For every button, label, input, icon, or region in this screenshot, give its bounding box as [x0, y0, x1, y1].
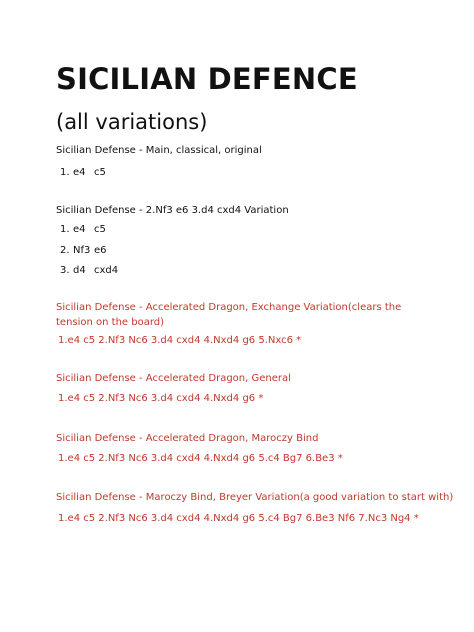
move-white: e4 [73, 224, 86, 235]
move-line: 1.e4 c5 2.Nf3 Nc6 3.d4 cxd4 4.Nxd4 g6 5.Nxc6 * [58, 335, 302, 346]
move-white: d4 [73, 265, 86, 276]
move-white: e4 [73, 167, 86, 178]
move-number: 2. [60, 245, 70, 256]
move-black: cxd4 [94, 265, 119, 276]
move-black: e6 [94, 245, 107, 256]
page-subtitle: (all variations) [56, 110, 208, 134]
page-title: SICILIAN DEFENCE [56, 62, 358, 96]
move-number: 1. [60, 224, 70, 235]
move-black: c5 [94, 224, 106, 235]
section-heading-accelerated-dragon-general: Sicilian Defense - Accelerated Dragon, General [56, 373, 291, 384]
section-heading-accelerated-dragon-exchange: Sicilian Defense - Accelerated Dragon, Exchange Variation(clears the tension on the board) [56, 302, 402, 328]
move-line: 1.e4 c5 2.Nf3 Nc6 3.d4 cxd4 4.Nxd4 g6 5.c4 Bg7 6.Be3 * [58, 453, 343, 464]
move-line: 1.e4 c5 2.Nf3 Nc6 3.d4 cxd4 4.Nxd4 g6 * [58, 393, 264, 404]
move-white: Nf3 [73, 245, 91, 256]
move-number: 3. [60, 265, 70, 276]
section-heading-maroczy-bind: Sicilian Defense - Accelerated Dragon, Maroczy Bind [56, 433, 319, 444]
section-heading-breyer-variation: Sicilian Defense - Maroczy Bind, Breyer Variation(a good variation to start with) [56, 492, 454, 503]
move-black: c5 [94, 167, 106, 178]
move-line: 1.e4 c5 2.Nf3 Nc6 3.d4 cxd4 4.Nxd4 g6 5.c4 Bg7 6.Be3 Nf6 7.Nc3 Ng4 * [58, 513, 419, 524]
move-number: 1. [60, 167, 70, 178]
section-heading-main: Sicilian Defense - Main, classical, original [56, 145, 262, 156]
section-heading-nf3-e6: Sicilian Defense - 2.Nf3 e6 3.d4 cxd4 Variation [56, 205, 289, 216]
